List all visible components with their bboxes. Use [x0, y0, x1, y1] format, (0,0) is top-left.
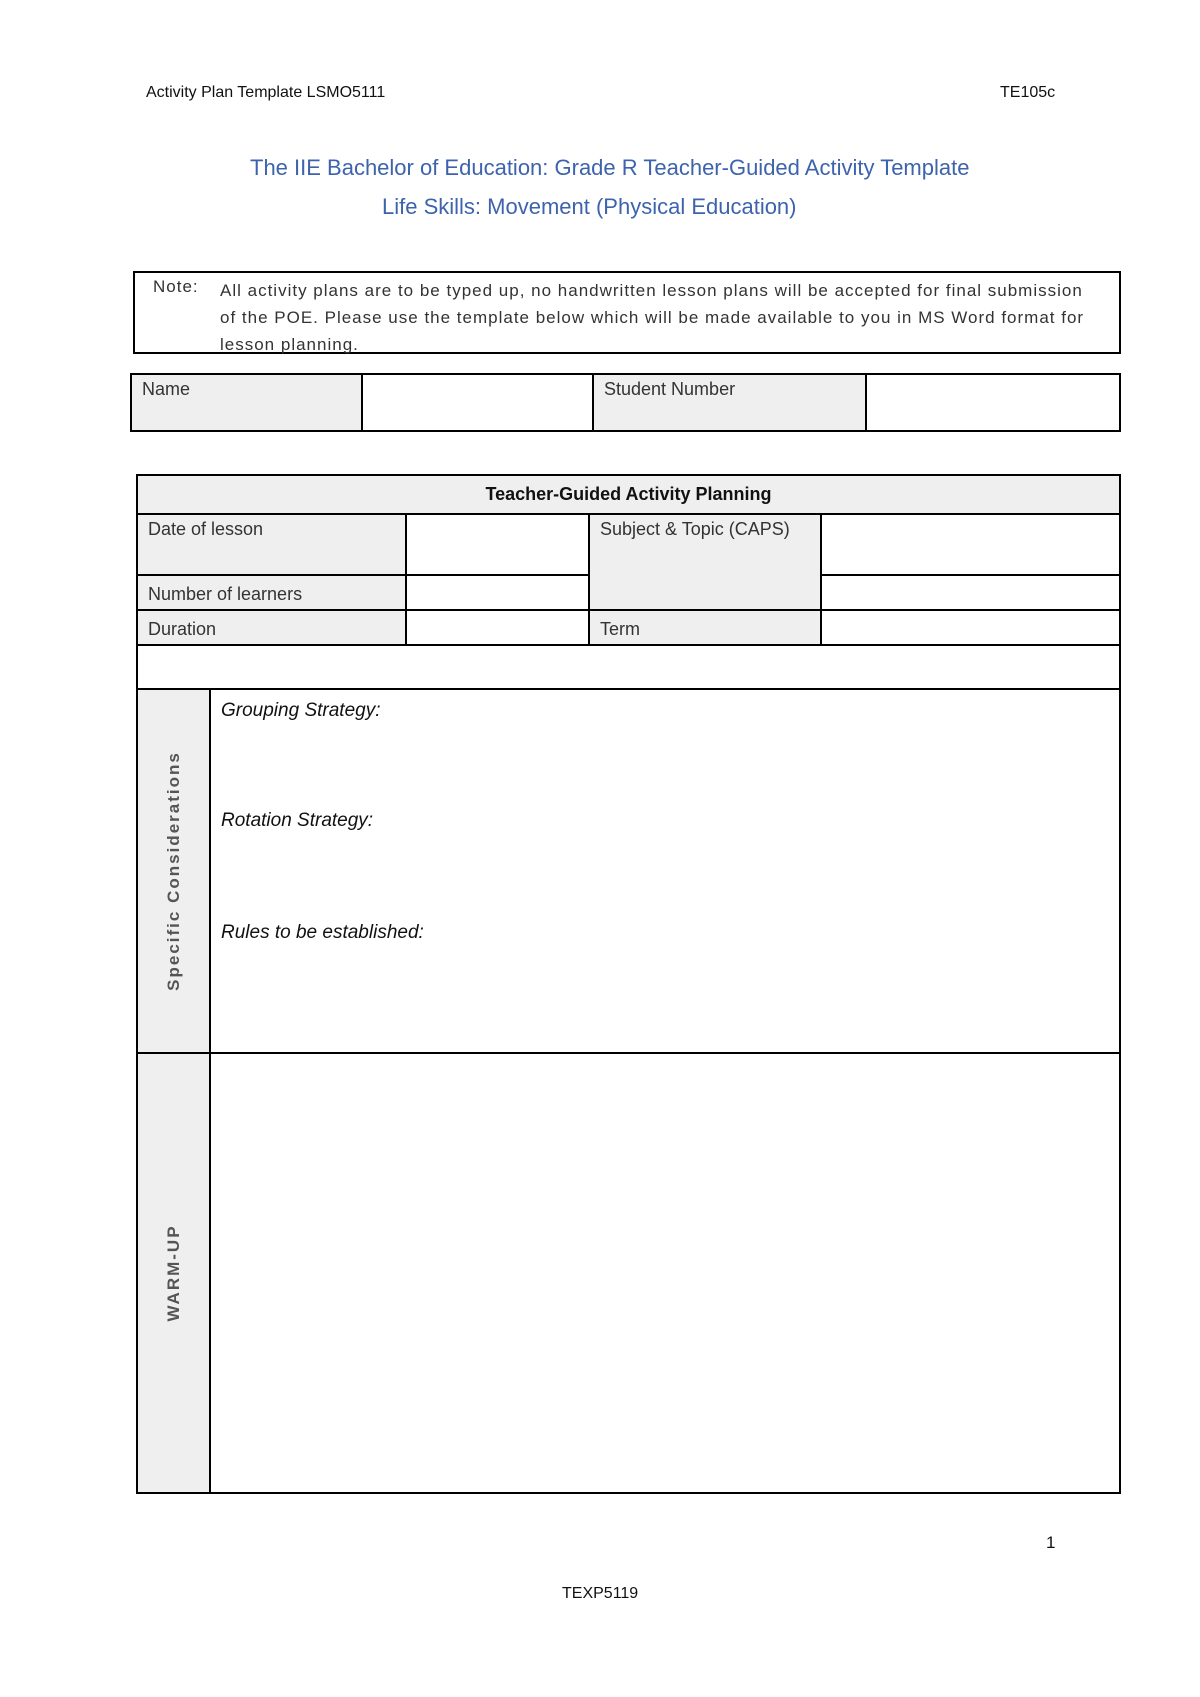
date-of-lesson-field[interactable] — [406, 514, 589, 575]
grouping-strategy-label: Grouping Strategy: — [221, 700, 381, 721]
duration-field[interactable] — [406, 610, 589, 645]
note-box — [133, 271, 1121, 354]
warm-up-label: WARM-UP — [163, 1224, 183, 1322]
page-number: 1 — [1046, 1533, 1056, 1552]
number-of-learners-field[interactable] — [406, 575, 589, 610]
specific-considerations-side — [137, 689, 210, 1053]
header-doc-title: Activity Plan Template LSMO5111 — [146, 84, 386, 101]
rules-established-label: Rules to be established: — [221, 922, 424, 943]
note-label: Note: — [153, 277, 199, 296]
warm-up-area[interactable] — [210, 1053, 1120, 1493]
planning-heading: Teacher-Guided Activity Planning — [137, 475, 1120, 514]
student-number-field[interactable] — [866, 374, 1120, 431]
number-of-learners-label: Number of learners — [137, 575, 406, 610]
footer-code: TEXP5119 — [562, 1585, 639, 1602]
subject-topic-field[interactable] — [821, 514, 1120, 575]
page-subtitle: Life Skills: Movement (Physical Education) — [382, 194, 797, 219]
specific-considerations-label: Specific Considerations — [163, 751, 183, 991]
term-label: Term — [589, 610, 821, 645]
specific-considerations-area[interactable] — [210, 689, 1120, 1053]
page-title: The IIE Bachelor of Education: Grade R Teacher-Guided Activity Template — [250, 155, 970, 180]
rotation-strategy-label: Rotation Strategy: — [221, 810, 374, 831]
blank-row[interactable] — [137, 645, 1120, 689]
duration-label: Duration — [137, 610, 406, 645]
theme-field[interactable] — [821, 575, 1120, 610]
student-identity-table — [130, 373, 1121, 432]
warm-up-side — [137, 1053, 210, 1493]
subject-topic-label: Subject & Topic (CAPS) — [589, 514, 821, 610]
term-field[interactable] — [821, 610, 1120, 645]
student-number-label: Student Number — [593, 374, 866, 431]
activity-planning-table — [136, 474, 1121, 1494]
name-label: Name — [131, 374, 362, 431]
header-doc-code: TE105c — [1000, 84, 1056, 101]
note-text: All activity plans are to be typed up, no handwritten lesson plans will be accepted for final submission of the POE. Please use the template below which will be made available to you in MS Word format for lesson planning. — [220, 281, 1085, 354]
name-field[interactable] — [362, 374, 593, 431]
date-of-lesson-label: Date of lesson — [137, 514, 406, 575]
